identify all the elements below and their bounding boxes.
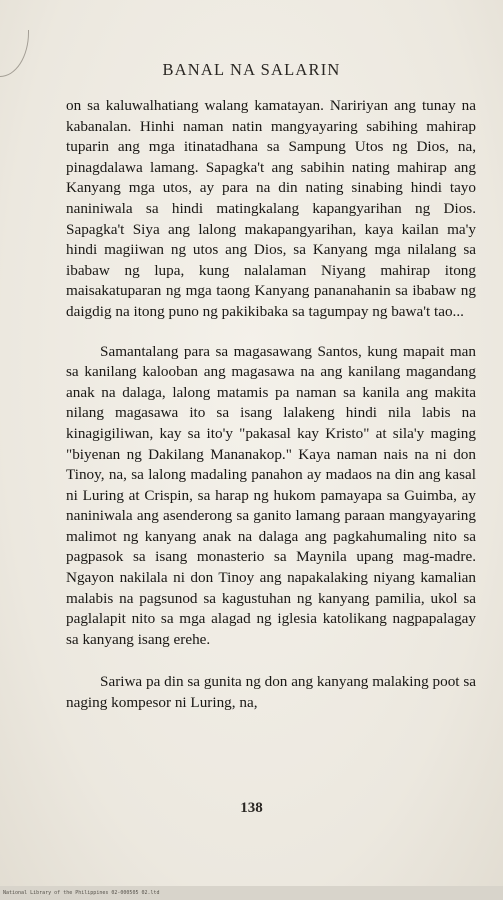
page-number: 138 bbox=[240, 800, 263, 816]
paragraph-santos: Samantalang para sa magasawang Santos, kung mapait man sa kanilang kalooban ang magasawa na ang kanilang magandang anak na dalaga, lalong matamis pa naman sa kanila ang makita nilang magasawa ito sa isang lalakeng hindi nila labis na kinagigiliwan, kay sa ito'y "pakasal kay Kristo" at sila'y maging "biyenan ng Dakilang Mananakop." Kaya naman nais na ni don Tinoy, na, sa lalong madaling panahon ay madaos na din ang kasal ni Luring at Crispin, sa harap ng hukom pamayapa sa Guimba, ay naniniwala ang asenderong sa ganito lamang paraan mangyayaring malimot ng kanyang anak na dalaga ang pagkahumaling nito sa pagpasok sa isang monasterio sa Maynila upang mag-madre. Ngayon nakilala ni don Tinoy ang napakalaking niyang kamalian malabis na pagsunod sa kagustuhan ng kanyang pamilia, ukol sa paglalapit nito sa mga alagad ng iglesia katolikang nagpapalagay sa kanyang isang erehe. bbox=[66, 342, 476, 648]
paragraph-sariwa: Sariwa pa din sa gunita ng don ang kanyang malaking poot sa naging kompesor ni Luring, na, bbox=[66, 673, 476, 712]
paragraph-continuation: on sa kaluwalhatiang walang kamatayan. Naririyan ang tunay na kabanalan. Hinhi naman natin mangyayaring sabihing mahirap tuparin ang mga itinatadhana sa Sampung Utos ng Dios, na, pinagdalawa lamang. Sapagka't ang sabihin nating mahirap ang Kanyang mga utos, ay para na din nating sinabing hindi tayo naniniwala sa hindi matingkalang kapangyarihan ng Dios. Sapagka't Siya ang lalong makapangyarihan, kaya kailan ma'y hindi magiiwan ng utos ang Dios, sa Kanyang mga nilalang sa ibabaw ng lupa, kung nalalaman Niyang mahirap itong maisakatuparan ng mga taong Kanyang pananahanin sa ibabaw ng daigdig na itong puno ng pakikibaka sa tagumpay ng bawa't tao... bbox=[66, 97, 476, 320]
running-head: BANAL NA SALARIN bbox=[162, 60, 341, 79]
paragraph-gap bbox=[66, 323, 476, 342]
scan-footer-strip: National Library of the Philippines 02-000505 02.ltd bbox=[0, 886, 503, 900]
paragraph-gap bbox=[66, 650, 476, 672]
page-body bbox=[66, 96, 476, 714]
